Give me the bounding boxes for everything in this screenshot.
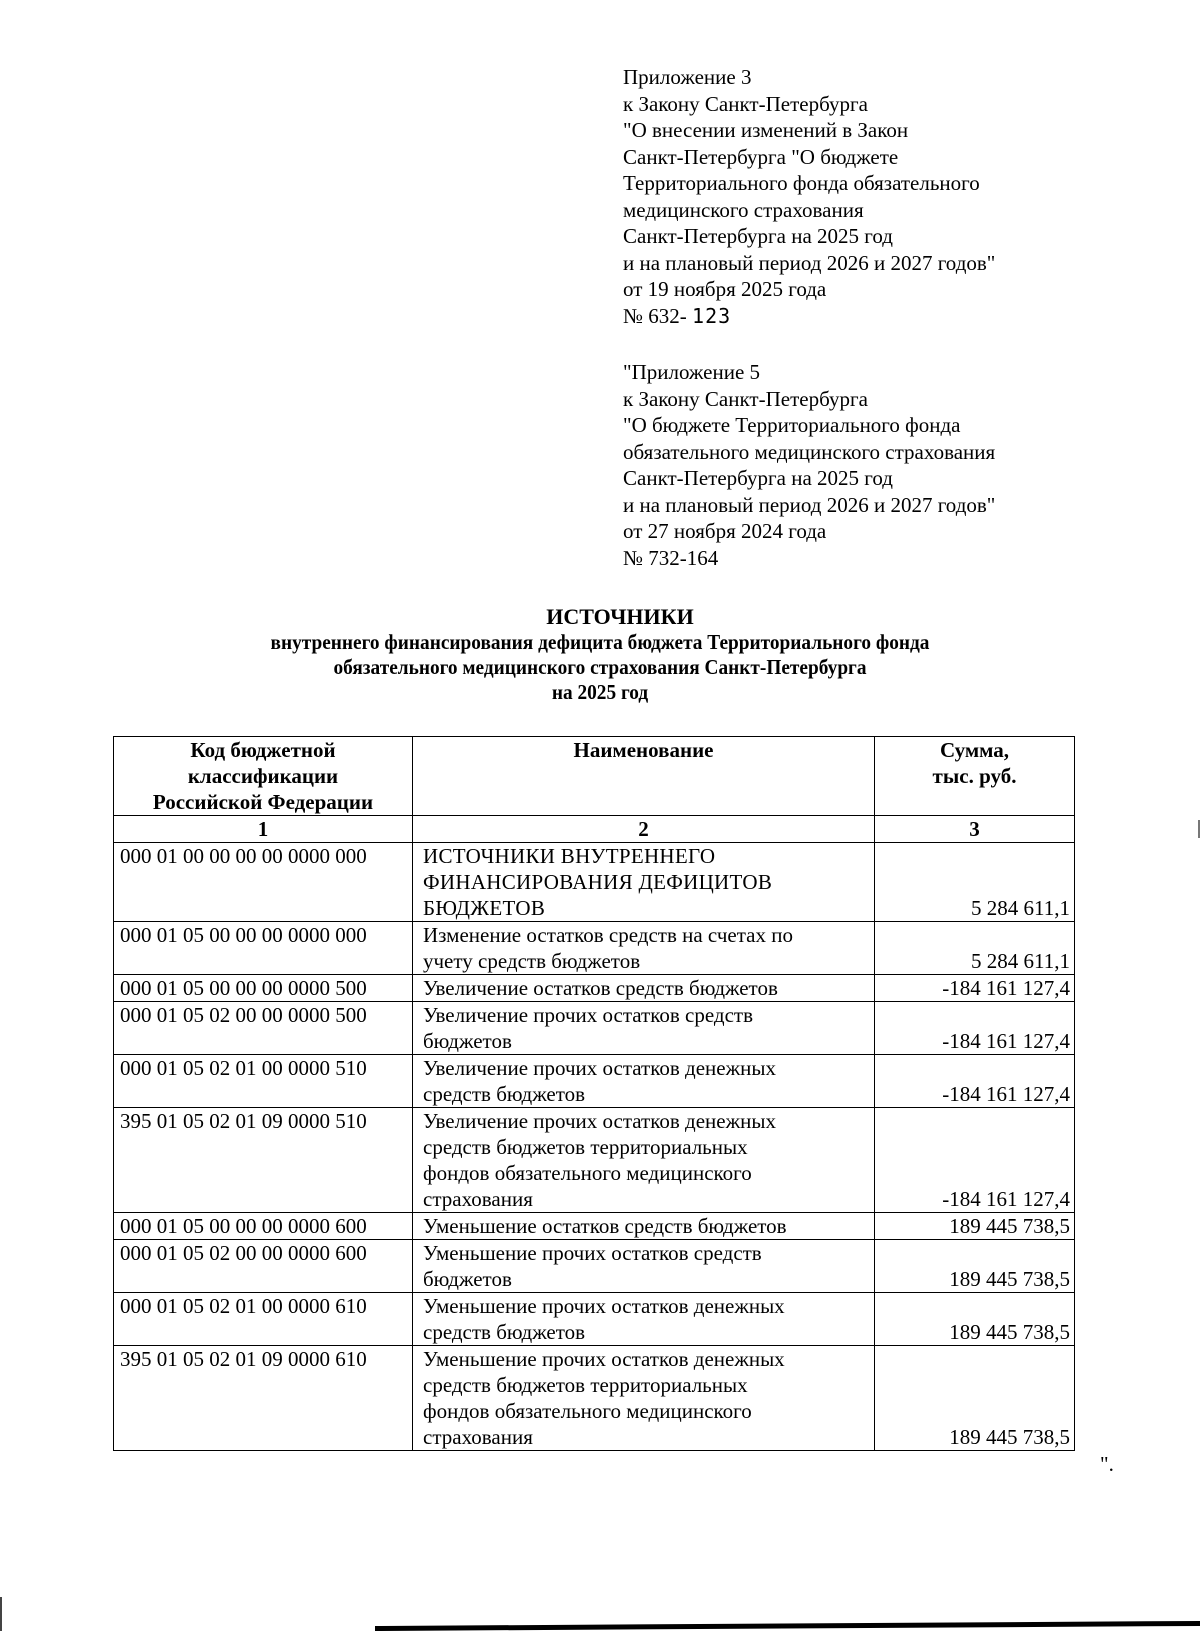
budget-code: 000 01 05 00 00 00 0000 600: [114, 1213, 413, 1240]
item-name: Уменьшение прочих остатков средств бюджетов: [413, 1240, 875, 1293]
header-code: Код бюджетной классификации Российской Федерации: [114, 737, 413, 816]
budget-code: 000 01 05 00 00 00 0000 500: [114, 975, 413, 1002]
appendix-line: Санкт-Петербурга на 2025 год: [623, 466, 893, 490]
table-row: [114, 1240, 1075, 1293]
amount: 5 284 611,1: [875, 922, 1075, 975]
column-number: 3: [875, 816, 1075, 843]
budget-code: 395 01 05 02 01 09 0000 610: [114, 1346, 413, 1451]
title-subline: на 2025 год: [551, 680, 649, 704]
table-row: [114, 1002, 1075, 1055]
appendix-line: медицинского страхования: [623, 197, 864, 222]
financing-sources-table: [113, 736, 1075, 1451]
item-name: ИСТОЧНИКИ ВНУТРЕННЕГО ФИНАНСИРОВАНИЯ ДЕФИЦИТОВ БЮДЖЕТОВ: [413, 843, 875, 922]
budget-code: 000 01 05 02 01 00 0000 610: [114, 1293, 413, 1346]
item-name: Увеличение прочих остатков денежных средств бюджетов территориальных фондов обязательного медицинского страхования: [413, 1108, 875, 1213]
appendix-date: от 27 ноября 2024 года: [623, 519, 827, 543]
appendix-line: "О внесении изменений в Закон: [623, 118, 909, 142]
appendix-line: Территориального фонда обязательного: [623, 171, 980, 195]
budget-code: 395 01 05 02 01 09 0000 510: [114, 1108, 413, 1213]
item-name: Уменьшение прочих остатков денежных средств бюджетов территориальных фондов обязательного медицинского страхования: [413, 1346, 875, 1451]
amount: 189 445 738,5: [875, 1293, 1075, 1346]
document-title: [0, 603, 1200, 705]
column-number: 1: [114, 816, 413, 843]
item-name: Уменьшение прочих остатков денежных средств бюджетов: [413, 1293, 875, 1346]
table-row: [114, 1213, 1075, 1240]
title-subline: внутреннего финансирования дефицита бюджета Территориального фонда: [270, 630, 930, 654]
appendix-line: обязательного медицинского страхования: [623, 439, 996, 464]
amount: 189 445 738,5: [875, 1213, 1075, 1240]
budget-code: 000 01 05 00 00 00 0000 000: [114, 922, 413, 975]
amount: -184 161 127,4: [875, 975, 1075, 1002]
appendix-date: от 19 ноября 2025 года: [623, 277, 827, 301]
appendix-line: Приложение 3: [623, 65, 752, 89]
law-number-prefix: № 632-: [623, 303, 687, 328]
appendix-line: к Закону Санкт-Петербурга: [623, 91, 868, 116]
table-row: [114, 1346, 1075, 1451]
budget-code: 000 01 05 02 00 00 0000 500: [114, 1002, 413, 1055]
scan-artifact: [0, 1597, 2, 1631]
column-number: 2: [413, 816, 875, 843]
amount: -184 161 127,4: [875, 1108, 1075, 1213]
law-number: [623, 303, 995, 330]
budget-code: 000 01 05 02 00 00 0000 600: [114, 1240, 413, 1293]
appendix-5-header: [623, 359, 995, 571]
item-name: Увеличение прочих остатков денежных средств бюджетов: [413, 1055, 875, 1108]
table-row: [114, 1108, 1075, 1213]
item-name: Изменение остатков средств на счетах по учету средств бюджетов: [413, 922, 875, 975]
appendix-line: "О бюджете Территориального фонда: [623, 413, 961, 437]
appendix-3-header: [623, 64, 995, 329]
budget-code: 000 01 00 00 00 00 0000 000: [114, 843, 413, 922]
table-row: [114, 975, 1075, 1002]
table-row: [114, 843, 1075, 922]
title-main: ИСТОЧНИКИ: [546, 604, 694, 629]
appendix-line: к Закону Санкт-Петербурга: [623, 386, 868, 411]
amount: -184 161 127,4: [875, 1055, 1075, 1108]
appendix-line: Санкт-Петербурга на 2025 год: [623, 224, 893, 248]
appendix-line: и на плановый период 2026 и 2027 годов": [623, 492, 996, 517]
amount: 189 445 738,5: [875, 1240, 1075, 1293]
table-row: [114, 922, 1075, 975]
table-row: [114, 1055, 1075, 1108]
appendix-line: и на плановый период 2026 и 2027 годов": [623, 250, 996, 275]
table-row: [114, 1293, 1075, 1346]
amount: 5 284 611,1: [875, 843, 1075, 922]
amount: -184 161 127,4: [875, 1002, 1075, 1055]
table-header-row: [114, 737, 1075, 816]
amount: 189 445 738,5: [875, 1346, 1075, 1451]
appendix-line: Санкт-Петербурга "О бюджете: [623, 144, 899, 169]
item-name: Увеличение остатков средств бюджетов: [413, 975, 875, 1002]
budget-code: 000 01 05 02 01 00 0000 510: [114, 1055, 413, 1108]
item-name: Увеличение прочих остатков средств бюджетов: [413, 1002, 875, 1055]
header-name: Наименование: [413, 737, 875, 816]
column-number-row: [114, 816, 1075, 843]
header-sum: Сумма, тыс. руб.: [875, 737, 1075, 816]
item-name: Уменьшение остатков средств бюджетов: [413, 1213, 875, 1240]
scan-artifact: [375, 1621, 1200, 1631]
law-number: № 732-164: [623, 545, 719, 570]
closing-quote: ".: [1100, 1452, 1114, 1476]
law-number-handwritten: 123: [692, 303, 732, 328]
title-subline: обязательного медицинского страхования Санкт-Петербурга: [333, 655, 867, 679]
appendix-line: "Приложение 5: [623, 360, 761, 384]
